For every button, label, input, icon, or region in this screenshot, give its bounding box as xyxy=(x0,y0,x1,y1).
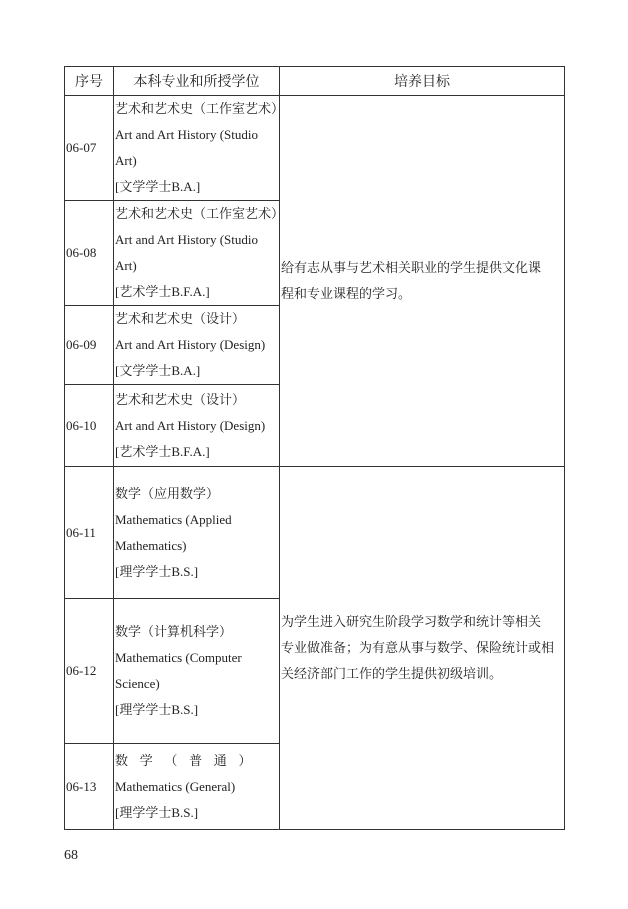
major-line: [文学学士B.A.] xyxy=(115,179,201,194)
major-line: 数学（计算机科学） xyxy=(115,624,233,639)
major-line: [理学学士B.S.] xyxy=(115,804,199,820)
header-row xyxy=(65,67,565,96)
major-line: Mathematics (Computer xyxy=(115,650,242,665)
major-line: 艺术和艺术史（工作室艺术） xyxy=(115,206,285,221)
table-row xyxy=(65,467,565,599)
goal-cell-art xyxy=(280,96,565,467)
major-line: Mathematics) xyxy=(115,537,187,553)
major-line: [理学学士B.S.] xyxy=(115,563,199,579)
goal-line: 给有志从事与艺术相关职业的学生提供文化课 xyxy=(281,260,542,275)
major-line: [文学学士B.A.] xyxy=(115,363,201,378)
major-line: Art) xyxy=(115,153,137,168)
major-line: 艺术和艺术史（工作室艺术） xyxy=(115,101,285,116)
major-cell xyxy=(114,201,285,306)
majors-table xyxy=(64,66,565,830)
goal-line: 关经济部门工作的学生提供初级培训。 xyxy=(281,666,503,681)
page-number: 68 xyxy=(64,848,78,863)
major-cell xyxy=(114,96,285,201)
major-cell xyxy=(114,744,280,830)
row-num: 06-13 xyxy=(65,744,114,830)
major-line: Art and Art History (Design) xyxy=(115,337,266,352)
major-line: Art and Art History (Design) xyxy=(115,417,266,433)
major-cell xyxy=(114,467,280,599)
major-line: [艺术学士B.F.A.] xyxy=(115,443,210,459)
major-line: 数学（普通） xyxy=(115,752,264,768)
goal-line: 程和专业课程的学习。 xyxy=(281,286,412,301)
major-line: Mathematics (Applied xyxy=(115,511,232,527)
header-major: 本科专业和所授学位 xyxy=(114,67,280,96)
major-cell xyxy=(114,306,280,385)
major-line: Mathematics (General) xyxy=(115,778,236,794)
major-line: [艺术学士B.F.A.] xyxy=(115,284,210,299)
row-num: 06-07 xyxy=(65,96,114,201)
major-line: Science) xyxy=(115,676,160,691)
header-goal: 培养目标 xyxy=(280,67,565,96)
header-num: 序号 xyxy=(65,67,114,96)
goal-line: 为学生进入研究生阶段学习数学和统计等相关 xyxy=(281,614,542,629)
row-num: 06-09 xyxy=(65,306,114,385)
major-line: 数学（应用数学） xyxy=(115,485,220,501)
row-num: 06-08 xyxy=(65,201,114,306)
major-cell xyxy=(114,599,280,744)
major-line: [理学学士B.S.] xyxy=(115,702,199,717)
major-line: Art and Art History (Studio xyxy=(115,127,258,142)
row-num: 06-12 xyxy=(65,599,114,744)
table-row xyxy=(65,96,565,201)
goal-cell-math xyxy=(280,467,565,830)
major-line: 艺术和艺术史（设计） xyxy=(115,311,246,326)
major-line: 艺术和艺术史（设计） xyxy=(115,391,246,407)
major-cell xyxy=(114,385,280,467)
goal-line: 专业做准备；为有意从事与数学、保险统计或相 xyxy=(281,640,555,655)
major-line: Art and Art History (Studio xyxy=(115,232,258,247)
row-num: 06-11 xyxy=(65,467,114,599)
row-num: 06-10 xyxy=(65,385,114,467)
major-line: Art) xyxy=(115,258,137,273)
